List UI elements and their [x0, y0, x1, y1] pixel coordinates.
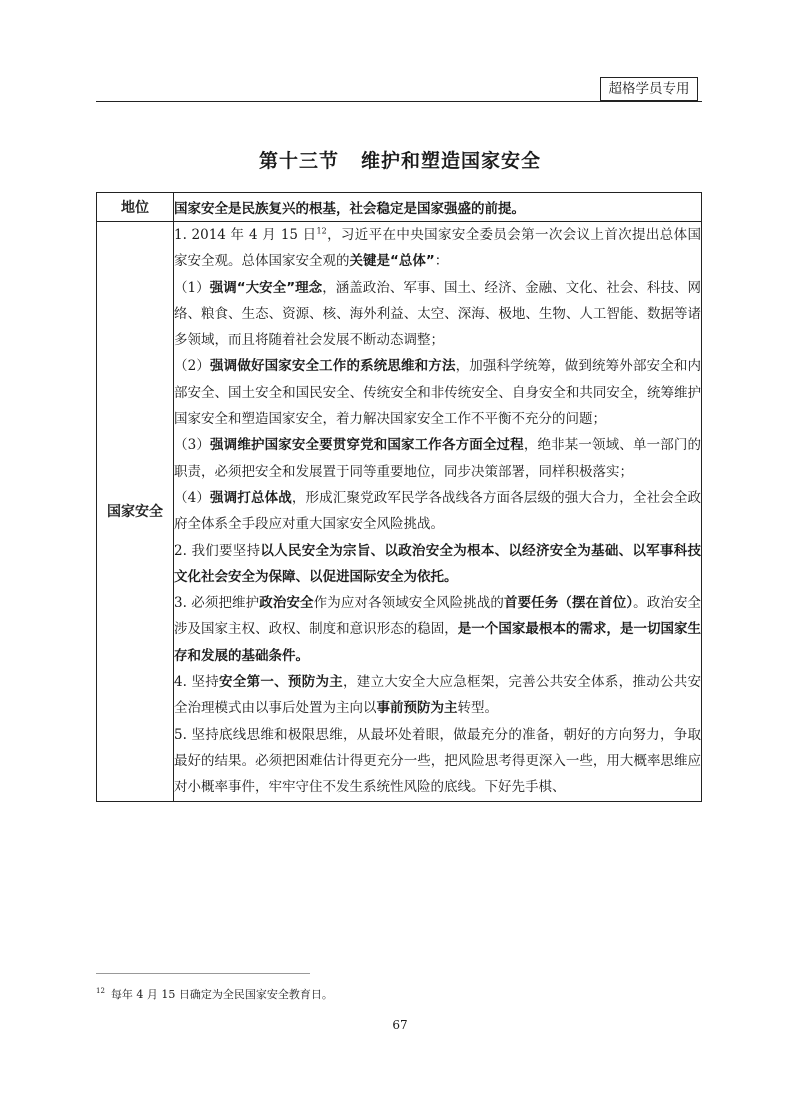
row-label-national-security: 国家安全: [97, 222, 174, 802]
header-stamp: 超格学员专用: [600, 77, 698, 101]
row-label-status: 地位: [97, 193, 174, 222]
point-1-4: （4）强调打总体战，形成汇聚党政军民学各战线各方面各层级的强大合力，全社会全政府全体系全手段应对重大国家安全风险挑战。: [174, 489, 702, 533]
footnote-text: 每年 4 月 15 日确定为全民国家安全教育日。: [110, 988, 333, 1001]
section-name: 维护和塑造国家安全: [361, 150, 542, 172]
header-rule: [96, 101, 702, 102]
point-2: 2. 我们要坚持以人民安全为宗旨、以政治安全为根本、以经济安全为基础、以军事科技文化社会安全为保障、以促进国际安全为依托。: [174, 542, 702, 585]
point-3: 3. 必须把维护政治安全作为应对各领域安全风险挑战的首要任务（摆在首位）。政治安全涉及国家主权、政权、制度和意识形态的稳固，是一个国家最根本的需求，是一切国家生存和发展的基础条件。: [174, 595, 702, 664]
section-number: 第十三节: [258, 150, 339, 172]
footnote-ref: 12: [316, 226, 327, 236]
footnote: [96, 986, 333, 1002]
table-row: [97, 222, 702, 802]
point-1: 1. 2014 年 4 月 15 日$^{12}$，习近平在中央国家安全委员会第一次会议上首次提出总体国家安全观。总体国家安全观的关键是“总体”：: [174, 226, 701, 270]
point-1-1: （1）强调“大安全”理念，涵盖政治、军事、国土、经济、金融、文化、社会、科技、网络、粮食、生态、资源、核、海外利益、太空、深海、极地、生物、人工智能、数据等诸多领域，而且将随着社会发展不断动态调整；: [174, 279, 702, 349]
page-number: 67: [392, 1018, 408, 1032]
table-row: [97, 193, 702, 222]
footnote-rule: [96, 973, 310, 974]
point-1-2: （2）强调做好国家安全工作的系统思维和方法，加强科学统筹，做到统筹外部安全和内部安全、国土安全和国民安全、传统安全和非传统安全、自身安全和共同安全，统筹维护国家安全和塑造国家安全，着力解决国家安全工作不平衡不充分的问题；: [174, 358, 702, 428]
section-title: [0, 146, 800, 173]
status-text: 国家安全是民族复兴的根基，社会稳定是国家强盛的前提。: [174, 193, 702, 222]
content-table: [96, 192, 702, 802]
point-1-3: （3）强调维护国家安全要贯穿党和国家工作各方面全过程，绝非某一领域、单一部门的职责，必须把安全和发展置于同等重要地位，同步决策部署，同样积极落实；: [174, 437, 702, 480]
footnote-mark: 12: [96, 987, 105, 996]
point-4: 4. 坚持安全第一、预防为主，建立大安全大应急框架，完善公共安全体系，推动公共安全治理模式由以事后处置为主向以事前预防为主转型。: [174, 674, 702, 717]
point-5: 5. 坚持底线思维和极限思维，从最坏处着眼，做最充分的准备，朝好的方向努力，争取最好的结果。必须把困难估计得更充分一些，把风险思考得更深入一些，用大概率思维应对小概率事件，牢牢守住不发生系统性风险的底线。下好先手棋、: [174, 726, 701, 796]
national-security-content: [174, 222, 702, 802]
